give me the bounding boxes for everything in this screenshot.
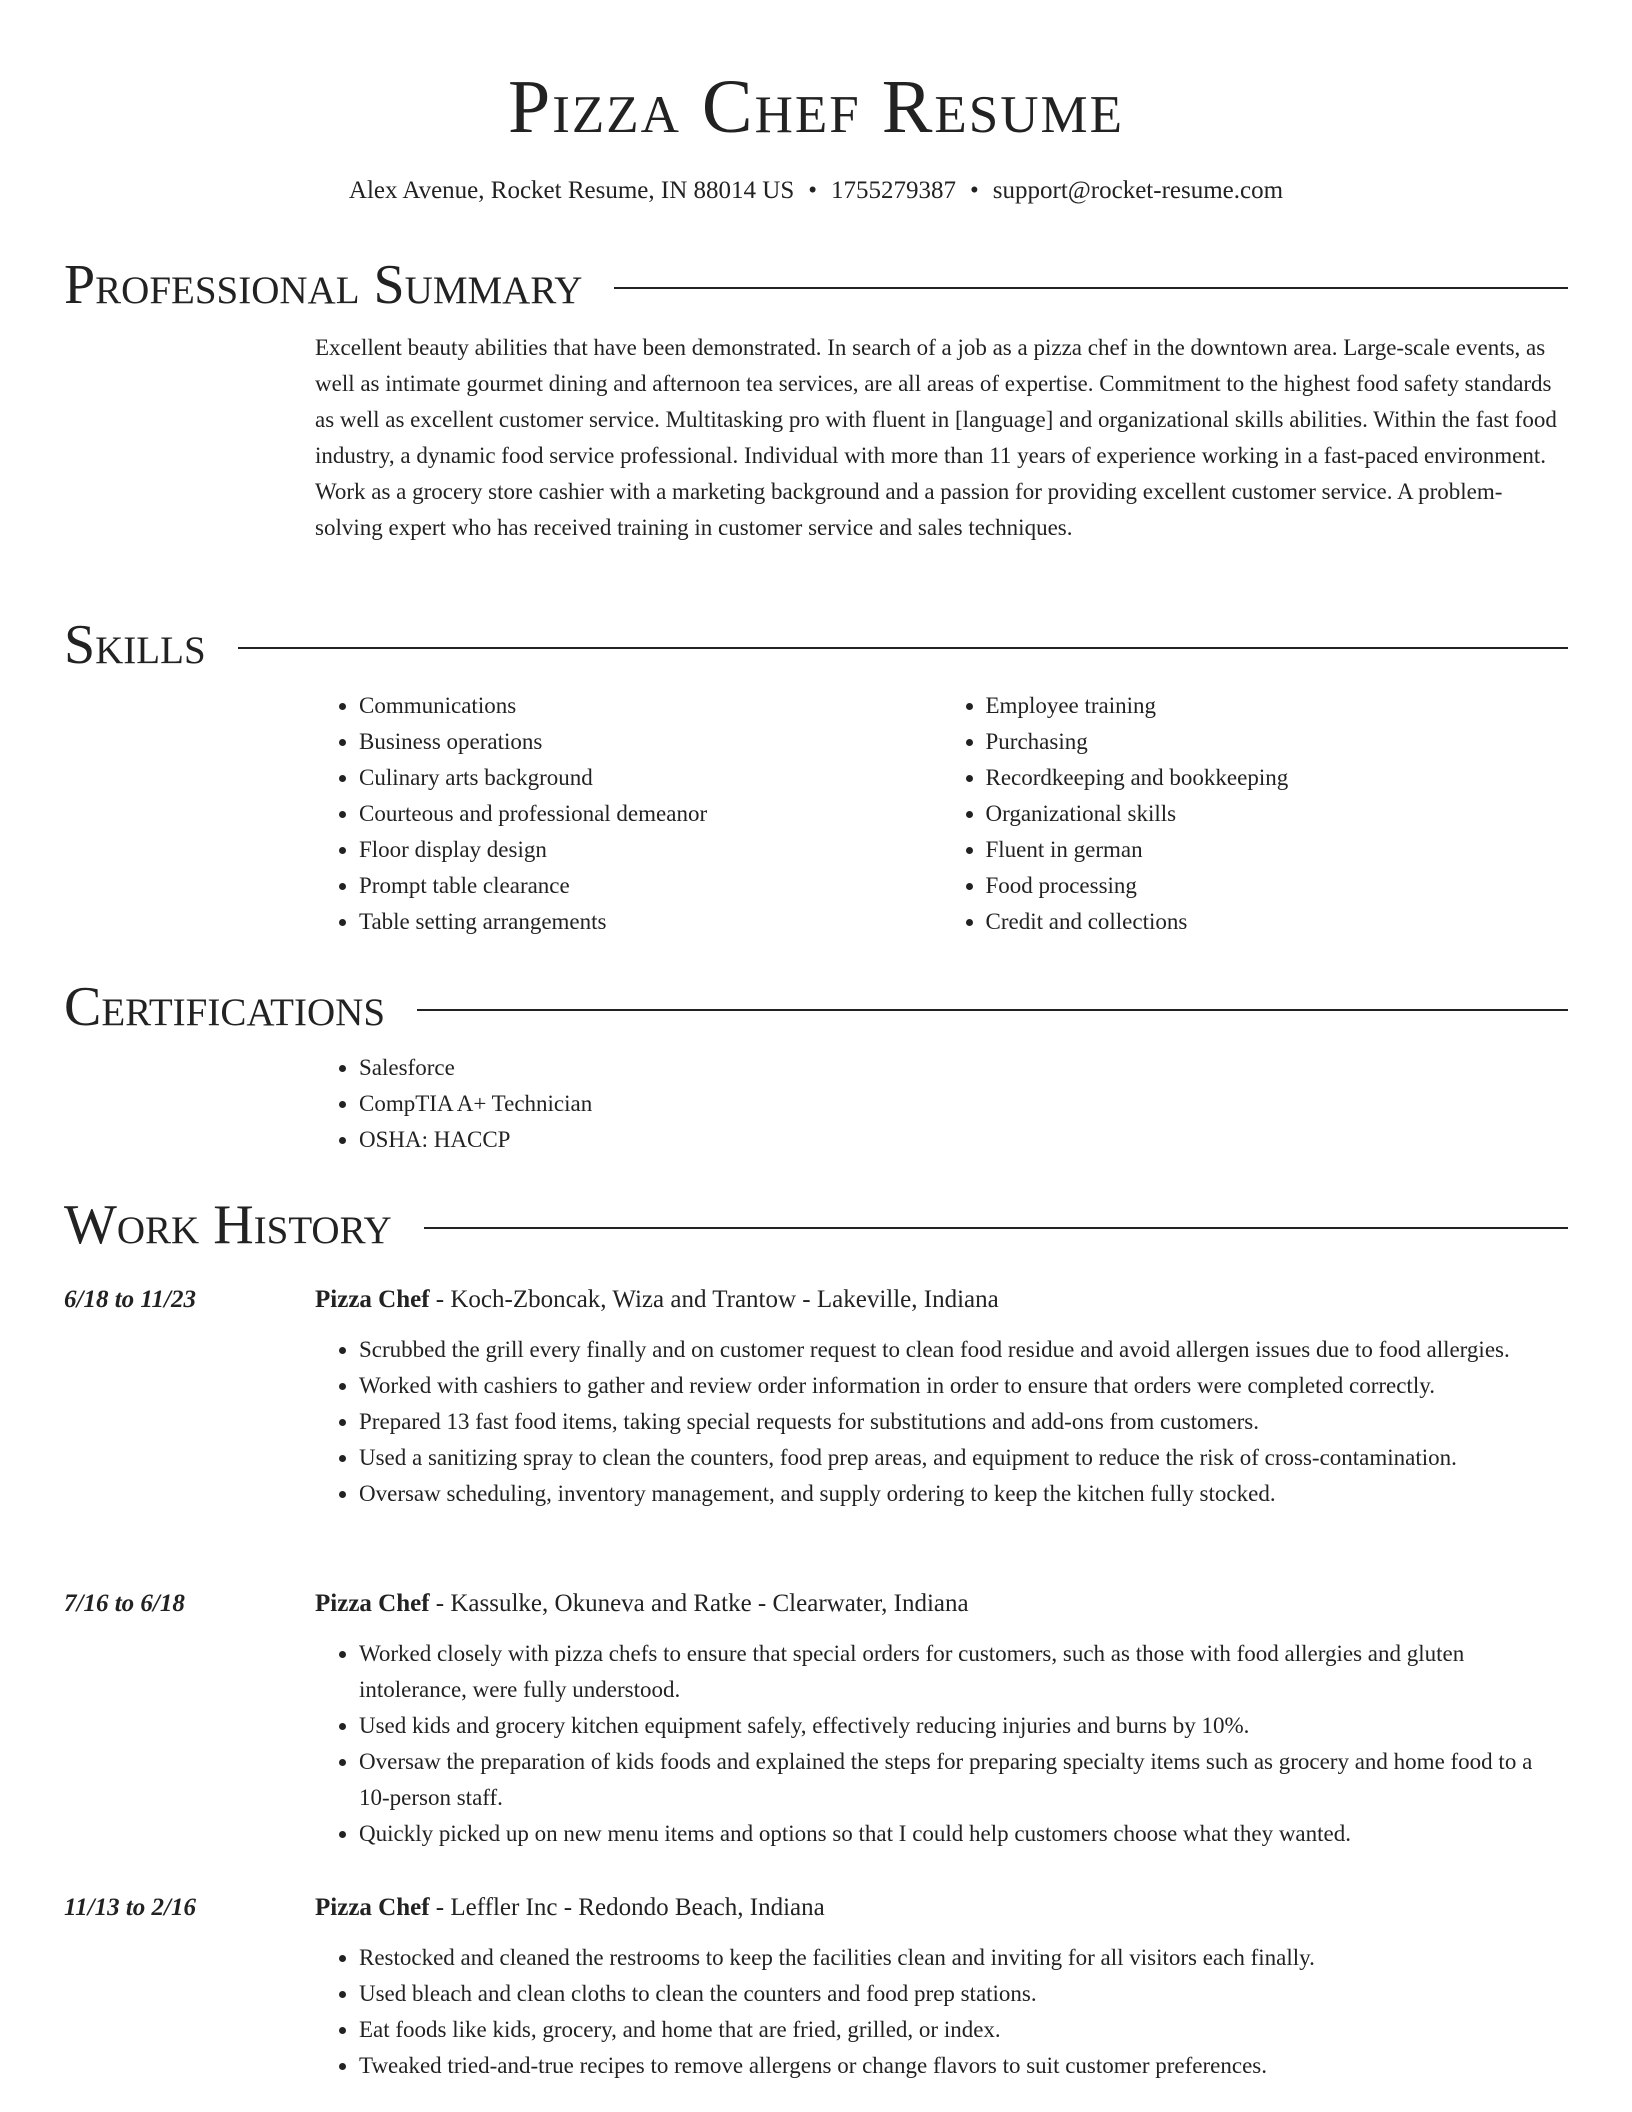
job-bullet: • Tweaked tried-and-true recipes to remove allergens or change flavors to suit customer preferences. [359, 2048, 1568, 2084]
certification-item: • Salesforce [359, 1050, 1568, 1086]
job-bullets [315, 1636, 1568, 1852]
skills-grid [315, 688, 1568, 940]
job-bullet: • Worked with cashiers to gather and review order information in order to ensure that orders were completed correctly. [359, 1368, 1568, 1404]
summary-header [64, 254, 1568, 316]
job-bullet: • Prepared 13 fast food items, taking special requests for substitutions and add-ons from customers. [359, 1404, 1568, 1440]
job-bullet: • Used bleach and clean cloths to clean the counters and food prep stations. [359, 1976, 1568, 2012]
skill-item: • Floor display design [359, 832, 942, 868]
skill-item: • Communications [359, 688, 942, 724]
skill-item: • Purchasing [986, 724, 1569, 760]
summary-heading: Professional Summary [64, 254, 583, 316]
skills-section [64, 614, 1568, 940]
job-dates: 6/18 to 11/23 [64, 1286, 196, 1313]
skill-item: • Business operations [359, 724, 942, 760]
skills-heading: Skills [64, 614, 206, 676]
contact-line [64, 176, 1568, 206]
contact-separator: • [808, 177, 817, 204]
summary-text: Excellent beauty abilities that have been demonstrated. In search of a job as a pizza chef in the downtown area. Large-scale events, as well as intimate gourmet dining and afternoon tea services, are all areas of expertise. Commitment to the highest food safety standards as well as excellent customer service. Multitasking pro with fluent in [language] and organizational skills abilities. Within the fast food industry, a dynamic food service professional. Individual with more than 11 years of experience working in a fast-paced environment. Work as a grocery store cashier with a marketing background and a passion for providing excellent customer service. A problem-solving expert who has received training in customer service and sales techniques. [315, 335, 1557, 540]
skills-header [64, 614, 1568, 676]
job-title: Pizza Chef [315, 1590, 430, 1617]
job-title: Pizza Chef [315, 1894, 430, 1921]
work-history-header [64, 1194, 1568, 1256]
contact-email: support@rocket-resume.com [992, 177, 1284, 204]
work-history-heading: Work History [64, 1194, 392, 1256]
job-bullets [315, 1332, 1568, 1512]
section-divider [417, 1009, 1568, 1011]
job-header [64, 1890, 1568, 1926]
certifications-section [64, 976, 1568, 1158]
job-header [64, 1282, 1568, 1318]
certifications-list [315, 1050, 1568, 1158]
job-entry [64, 1890, 1568, 2084]
job-bullet: • Restocked and cleaned the restrooms to keep the facilities clean and inviting for all visitors each finally. [359, 1940, 1568, 1976]
job-bullets [315, 1940, 1568, 2084]
page-title: Pizza Chef Resume [507, 65, 1125, 149]
section-divider [238, 647, 1568, 649]
job-entry [64, 1586, 1568, 1852]
job-title-line [315, 1586, 969, 1622]
skill-item: • Courteous and professional demeanor [359, 796, 942, 832]
job-title-line [315, 1890, 825, 1926]
skill-item: • Food processing [986, 868, 1569, 904]
skills-list-left [315, 688, 942, 940]
skill-item: • Recordkeeping and bookkeeping [986, 760, 1569, 796]
skill-item: • Credit and collections [986, 904, 1569, 940]
section-divider [424, 1227, 1568, 1229]
job-title: Pizza Chef [315, 1286, 430, 1313]
skill-item: • Prompt table clearance [359, 868, 942, 904]
certification-item: • CompTIA A+ Technician [359, 1086, 1568, 1122]
contact-phone: 1755279387 [831, 177, 956, 204]
job-bullet: • Used a sanitizing spray to clean the counters, food prep areas, and equipment to reduce the risk of cross-contamination. [359, 1440, 1568, 1476]
skill-item: • Organizational skills [986, 796, 1569, 832]
job-header [64, 1586, 1568, 1622]
job-dates: 7/16 to 6/18 [64, 1590, 185, 1617]
skill-item: • Employee training [986, 688, 1569, 724]
job-bullet: • Eat foods like kids, grocery, and home that are fried, grilled, or index. [359, 2012, 1568, 2048]
certifications-heading: Certifications [64, 976, 386, 1038]
job-bullet: • Scrubbed the grill every finally and on customer request to clean food residue and avoid allergen issues due to food allergies. [359, 1332, 1568, 1368]
skill-item: • Table setting arrangements [359, 904, 942, 940]
job-entry [64, 1282, 1568, 1512]
summary-section [64, 254, 1568, 546]
job-bullet: • Worked closely with pizza chefs to ensure that special orders for customers, such as those with food allergies and gluten intolerance, were fully understood. [359, 1636, 1568, 1708]
job-employer: - Koch-Zboncak, Wiza and Trantow - Lakeville, Indiana [429, 1286, 999, 1313]
job-bullet: • Oversaw scheduling, inventory management, and supply ordering to keep the kitchen fully stocked. [359, 1476, 1568, 1512]
job-employer: - Leffler Inc - Redondo Beach, Indiana [429, 1894, 825, 1921]
job-title-line [315, 1282, 999, 1318]
job-employer: - Kassulke, Okuneva and Ratke - Clearwater, Indiana [429, 1590, 969, 1617]
contact-separator: • [970, 177, 979, 204]
section-divider [614, 287, 1568, 289]
job-dates: 11/13 to 2/16 [64, 1894, 196, 1921]
job-bullet: • Quickly picked up on new menu items and options so that I could help customers choose what they wanted. [359, 1816, 1568, 1852]
certification-item: • OSHA: HACCP [359, 1122, 1568, 1158]
skill-item: • Fluent in german [986, 832, 1569, 868]
skill-item: • Culinary arts background [359, 760, 942, 796]
certifications-header [64, 976, 1568, 1038]
job-bullet: • Used kids and grocery kitchen equipment safely, effectively reducing injuries and burns by 10%. [359, 1708, 1568, 1744]
skills-list-right [942, 688, 1569, 940]
contact-address: Alex Avenue, Rocket Resume, IN 88014 US [348, 177, 795, 204]
job-bullet: • Oversaw the preparation of kids foods and explained the steps for preparing specialty items such as grocery and home food to a 10-person staff. [359, 1744, 1568, 1816]
work-history-section [64, 1194, 1568, 1256]
